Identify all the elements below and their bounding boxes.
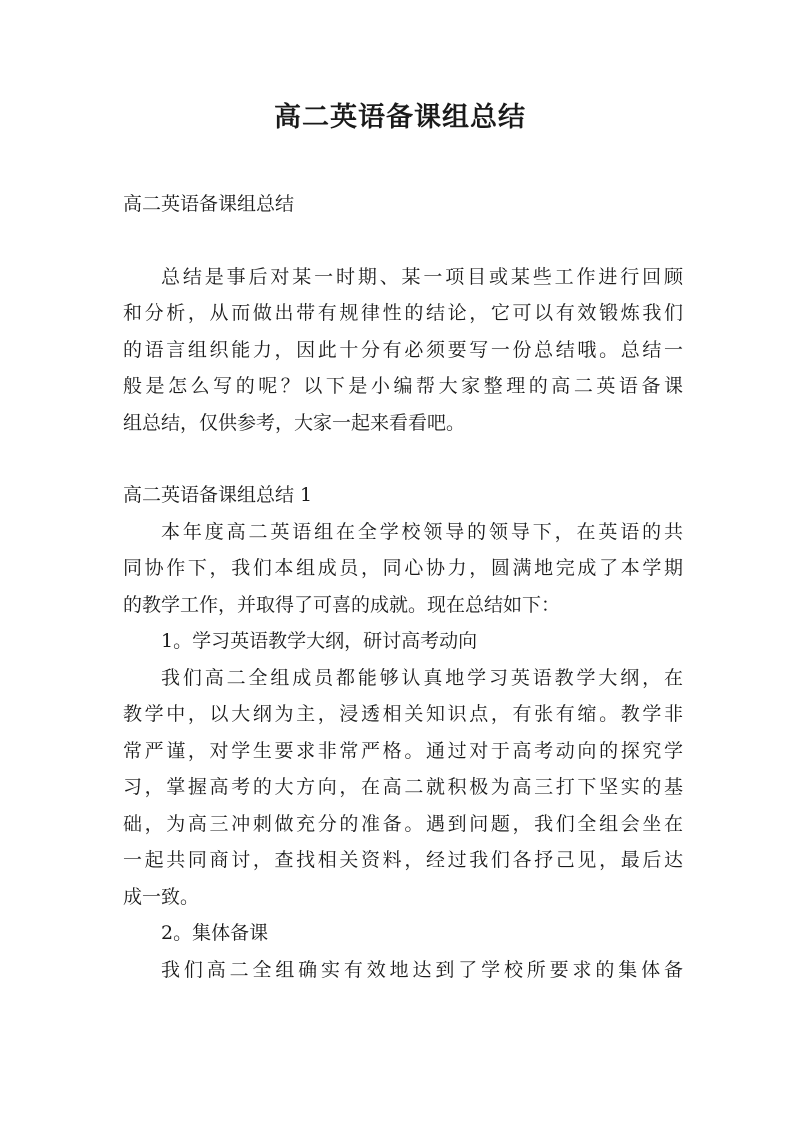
paragraph-line: 成一致。: [123, 885, 200, 908]
section1-intro-paragraph: [123, 514, 683, 624]
paragraph-line: 我们高二全组成员都能够认真地学习英语教学大纲，在: [161, 666, 683, 689]
paragraph-line: 同协作下，我们本组成员，同心协力，圆满地完成了本学期: [123, 557, 683, 579]
paragraph-line: 本年度高二英语组在全学校领导的领导下，在英语的共: [161, 520, 683, 543]
document-body: [123, 186, 683, 988]
intro-paragraph: [123, 259, 683, 442]
intro-line: 总结是事后对某一时期、某一项目或某些工作进行回顾: [161, 265, 683, 288]
paragraph-line: 础，为高三冲刺做充分的准备。遇到问题，我们全组会坐在: [123, 812, 683, 835]
spacer: [123, 223, 683, 259]
paragraph-line: 我们高二全组确实有效地达到了学校所要求的集体备: [161, 958, 683, 981]
paragraph-line: 教学中，以大纲为主，浸透相关知识点，有张有缩。教学非: [123, 703, 683, 725]
subtitle: 高二英语备课组总结: [123, 193, 295, 215]
section-heading: 高二英语备课组总结 1: [123, 484, 313, 506]
intro-line: 和分析，从而做出带有规律性的结论，它可以有效锻炼我们: [123, 302, 683, 324]
intro-line: 的语言组织能力，因此十分有必须要写一份总结哦。总结一: [123, 338, 683, 361]
intro-line: 组总结，仅供参考，大家一起来看看吧。: [123, 411, 466, 434]
spacer: [123, 441, 683, 477]
paragraph-line: 的教学工作，并取得了可喜的成就。现在总结如下：: [123, 593, 561, 616]
paragraph-line: 常严谨，对学生要求非常严格。通过对于高考动向的探究学: [123, 739, 683, 762]
point-heading: 1。学习英语教学大纲，研讨高考动向: [161, 630, 478, 652]
paragraph-line: 习，掌握高考的大方向，在高二就积极为高三打下坚实的基: [123, 776, 683, 798]
point-heading: 2。集体备课: [161, 922, 269, 944]
paragraph-line: 一起共同商讨，查找相关资料，经过我们各抒己见，最后达: [123, 849, 683, 871]
point2-paragraph: [123, 952, 683, 989]
intro-line: 般是怎么写的呢？以下是小编帮大家整理的高二英语备课: [123, 375, 683, 397]
document-title: 高二英语备课组总结: [274, 102, 526, 133]
point1-paragraph: [123, 660, 683, 916]
